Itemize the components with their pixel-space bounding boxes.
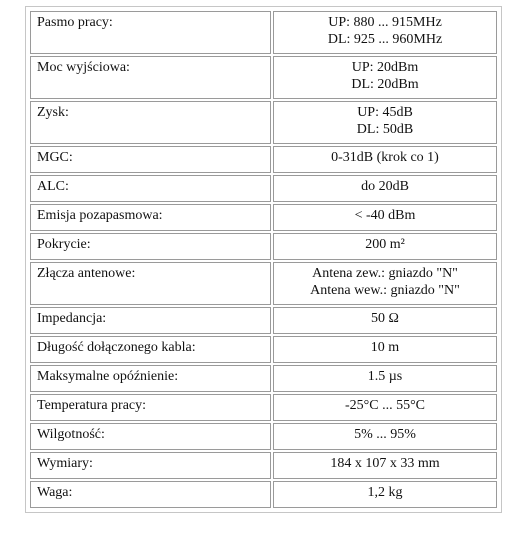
row-value: 184 x 107 x 33 mm (273, 452, 497, 479)
row-value: 1.5 µs (273, 365, 497, 392)
table-row (30, 262, 497, 305)
row-label: Długość dołączonego kabla: (30, 336, 271, 363)
row-value (273, 56, 497, 99)
row-label: Impedancja: (30, 307, 271, 334)
table-row (30, 394, 497, 421)
table-row (30, 146, 497, 173)
row-value: 1,2 kg (273, 481, 497, 508)
table-row (30, 336, 497, 363)
row-value: -25°C ... 55°C (273, 394, 497, 421)
table-row (30, 423, 497, 450)
row-label: Pokrycie: (30, 233, 271, 260)
value-line: UP: 20dBm (351, 60, 419, 75)
row-value: 50 Ω (273, 307, 497, 334)
table-row (30, 56, 497, 99)
table-row (30, 452, 497, 479)
row-label: Maksymalne opóźnienie: (30, 365, 271, 392)
row-label: Pasmo pracy: (30, 11, 271, 54)
row-value (273, 101, 497, 144)
row-label: Temperatura pracy: (30, 394, 271, 421)
row-label: ALC: (30, 175, 271, 202)
row-label: Zysk: (30, 101, 271, 144)
row-value: < -40 dBm (273, 204, 497, 231)
row-value (273, 262, 497, 305)
value-line: UP: 45dB (357, 105, 413, 120)
table-row (30, 11, 497, 54)
spec-table (25, 6, 502, 513)
value-line: DL: 50dB (356, 122, 414, 137)
table-row (30, 175, 497, 202)
row-value (273, 11, 497, 54)
value-line: UP: 880 ... 915MHz (328, 15, 442, 30)
row-label: Waga: (30, 481, 271, 508)
table-row (30, 204, 497, 231)
row-label: Moc wyjściowa: (30, 56, 271, 99)
row-label: Złącza antenowe: (30, 262, 271, 305)
row-value: 10 m (273, 336, 497, 363)
value-line: DL: 20dBm (351, 77, 419, 92)
row-value: 5% ... 95% (273, 423, 497, 450)
value-line: DL: 925 ... 960MHz (327, 32, 443, 47)
table-row (30, 101, 497, 144)
row-label: Emisja pozapasmowa: (30, 204, 271, 231)
row-value: do 20dB (273, 175, 497, 202)
row-label: Wymiary: (30, 452, 271, 479)
row-label: MGC: (30, 146, 271, 173)
row-value: 200 m² (273, 233, 497, 260)
table-row (30, 307, 497, 334)
value-line: Antena zew.: gniazdo "N" (312, 266, 458, 281)
row-value: 0-31dB (krok co 1) (273, 146, 497, 173)
value-line: Antena wew.: gniazdo "N" (310, 283, 460, 298)
table-row (30, 233, 497, 260)
spec-table-grid (28, 9, 499, 510)
row-label: Wilgotność: (30, 423, 271, 450)
table-row (30, 365, 497, 392)
table-row (30, 481, 497, 508)
